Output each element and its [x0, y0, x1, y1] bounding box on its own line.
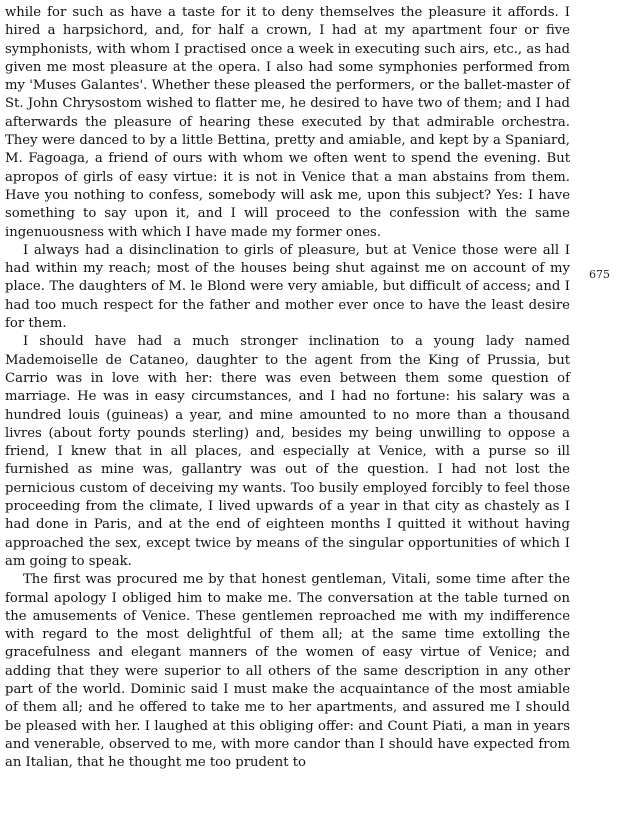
paragraph: The first was procured me by that honest gentleman, Vitali, some time after the formal apology I obliged him to make me. The conversation at the table turned on the amusements of Venice. These gentlemen reproached me with my indifference with regard to the most delightful of them all; at the same time extolling the gracefulness and elegant manners of the women of easy virtue of Venice; and adding that they were superior to all others of the same description in any other part of the world. Dominic said I must make the acquaintance of the most amiable of them all; and he offered to take me to her apartments, and assured me I should be pleased with her. I laughed at this obliging offer: and Count Piati, a man in years and venerable, observed to me, with more candor than I should have expected from an Italian, that he thought me too prudent to: [5, 572, 570, 771]
page-number: 675: [589, 268, 610, 281]
body-text: [5, 4, 570, 772]
paragraph: while for such as have a taste for it to deny themselves the pleasure it affords. I hired a harpsichord, and, for half a crown, I had at my apartment four or five symphonists, with whom I practised once a week in executing such airs, etc., as had given me most pleasure at the opera. I also had some symphonies performed from my 'Muses Galantes'. Whether these pleased the performers, or the ballet-master of St. John Chrysostom wished to flatter me, he desired to have two of them; and I had afterwards the pleasure of hearing these executed by that admirable orchestra. They were danced to by a little Bettina, pretty and amiable, and kept by a Spaniard, M. Fagoaga, a friend of ours with whom we often went to spend the evening. But apropos of girls of easy virtue: it is not in Venice that a man abstains from them. Have you nothing to confess, somebody will ask me, upon this subject? Yes: I have something to say upon it, and I will proceed to the confession with the same ingenuousness with which I have made my former ones.: [5, 5, 570, 240]
paragraph: I always had a disinclination to girls of pleasure, but at Venice those were all I had within my reach; most of the houses being shut against me on account of my place. The daughters of M. le Blond were very amiable, but difficult of access; and I had too much respect for the father and mother ever once to have the least desire for them.: [5, 242, 570, 332]
paragraph: I should have had a much stronger inclination to a young lady named Mademoiselle de Cataneo, daughter to the agent from the King of Prussia, but Carrio was in love with her: there was even between them some question of marriage. He was in easy circumstances, and I had no fortune: his salary was a hundred louis (guineas) a year, and mine amounted to no more than a thousand livres (about forty pounds sterling) and, besides my being unwilling to oppose a friend, I knew that in all places, and especially at Venice, with a purse so ill furnished as mine was, gallantry was out of the question. I had not lost the pernicious custom of deceiving my wants. Too busily employed forcibly to feel those proceeding from the climate, I lived upwards of a year in that city as chastely as I had done in Paris, and at the end of eighteen months I quitted it without having approached the sex, except twice by means of the singular opportunities of which I am going to speak.: [5, 334, 570, 569]
